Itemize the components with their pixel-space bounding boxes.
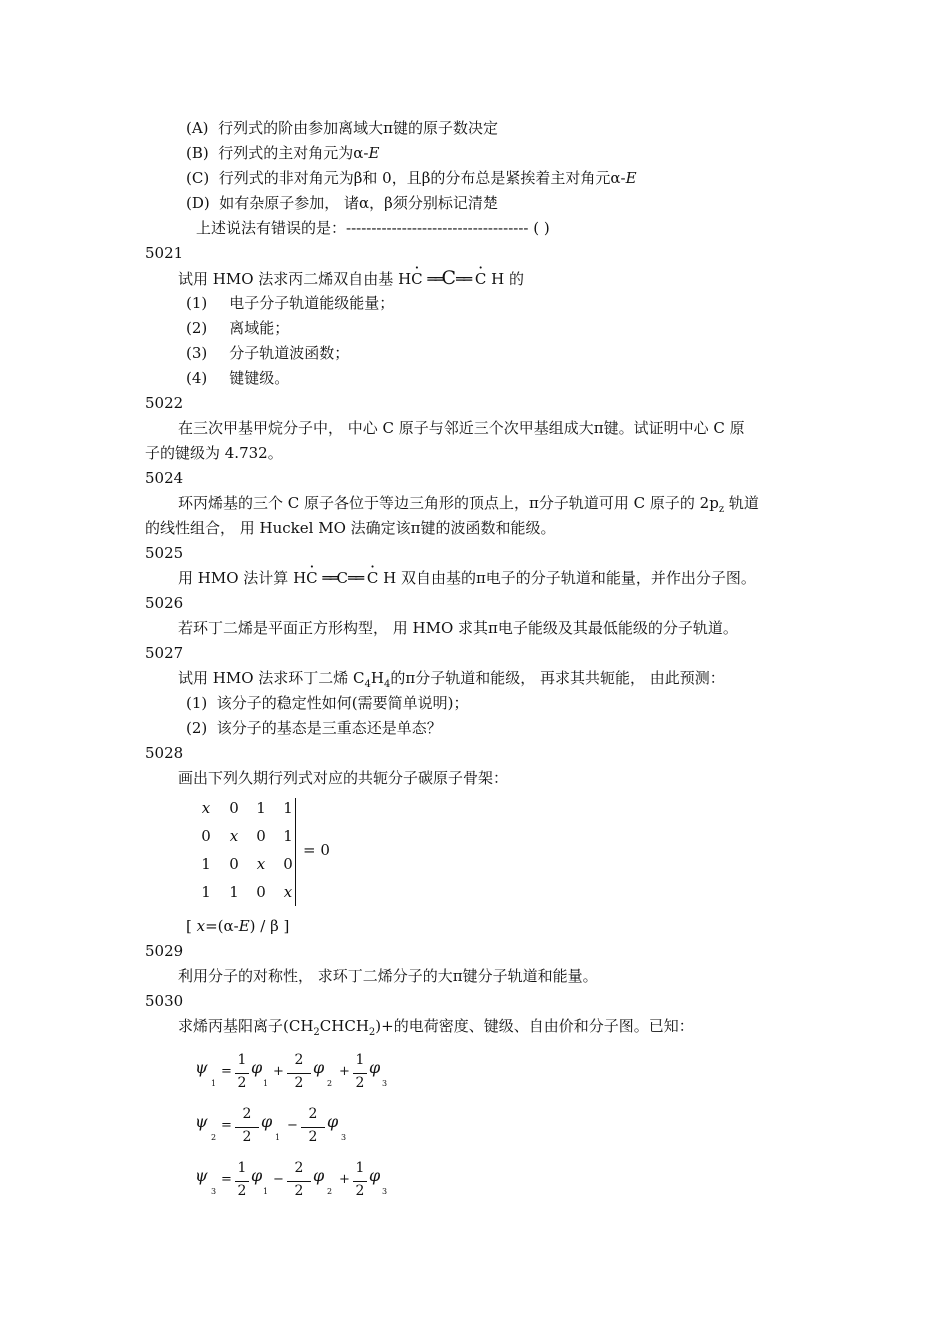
list-item [186,368,289,388]
problem-number-5022: 5022 [145,394,184,412]
problem-5021-intro-text: 试用 HMO 法求丙二烯双自由基 [178,270,394,288]
phi-index: 1 [263,1187,269,1196]
matrix-cell: x [283,883,293,901]
phi-index: 2 [327,1079,333,1088]
equation-sign: = [221,1172,232,1187]
option-a-label: (A) [186,119,209,137]
determinant-bar [295,798,296,906]
radical-carbon: · C [306,568,317,588]
formula-subscript: 2 [313,1027,320,1038]
item-number: (1) [186,694,208,712]
item-text: 离域能； [229,319,290,337]
matrix-cell: 1 [201,855,211,873]
atom-h: H [383,569,397,587]
problem-5026-text: 若环丁二烯是平面正方形构型， 用 HMO 求其π电子能级及其最低能级的分子轨道。 [178,619,738,637]
atom-h: H [491,270,505,288]
list-item [186,318,289,338]
option-b-var: E [368,144,380,162]
matrix-cell: 0 [201,827,211,845]
problem-5029-text: 利用分子的对称性， 求环丁二烯分子的大π键分子轨道和能量。 [178,967,598,985]
double-bond: ══ [322,569,337,587]
fraction-line [353,1073,367,1074]
problem-5022-line2: 子的键级为 4.732。 [145,444,283,462]
radical-carbon: · C [367,568,378,588]
phi-index: 2 [327,1187,333,1196]
list-item [186,718,442,738]
fraction-line [301,1127,325,1128]
matrix-cell: 0 [256,883,266,901]
radical-carbon: · C [411,269,422,289]
equation-sign: − [287,1118,298,1133]
option-a-text: 行列式的阶由参加离域大π键的原子数决定 [218,119,498,137]
option-c-var: E [625,169,637,187]
fraction-line [287,1073,311,1074]
problem-5021-intro-end: 的 [509,270,525,288]
option-c-text: 行列式的非对角元为β和 0，且β的分布总是紧挨着主对角元α- [218,169,626,187]
problem-5030-text-end: )+的电荷密度、键级、自由价和分子图。已知： [375,1017,694,1035]
fraction-denominator: 2 [308,1129,318,1145]
matrix-cell: 0 [229,855,239,873]
problem-5027-text-start: 试用 HMO 法求环丁二烯 C [178,669,365,687]
fraction-numerator: 2 [294,1052,304,1068]
matrix-cell: 0 [283,855,293,873]
phi-index: 1 [263,1079,269,1088]
problem-number-5027: 5027 [145,644,184,662]
option-b-text: 行列式的主对角元为α- [218,144,369,162]
secular-determinant [195,798,335,908]
allene-diradical-formula [398,268,504,289]
equation-sign: − [273,1172,284,1187]
problem-number-5021: 5021 [145,244,184,262]
problem-5025-text-start: 用 HMO 法计算 [178,569,289,587]
fraction-denominator: 2 [237,1183,247,1199]
psi-index: 2 [211,1133,217,1142]
option-a [186,118,498,138]
psi-symbol: ψ [195,1166,208,1185]
question-prompt: 上述说法有错误的是：------------------------------------ ( ) [196,219,550,237]
equation-sign: = [221,1118,232,1133]
problem-5030-text-start: 求烯丙基阳离子(CH [178,1017,314,1035]
formula-subscript: 4 [364,679,371,690]
problem-number-5026: 5026 [145,594,184,612]
phi-index: 3 [382,1079,388,1088]
phi-index: 1 [275,1133,281,1142]
problem-number-5028: 5028 [145,744,184,762]
phi-index: 3 [341,1133,347,1142]
phi-symbol: φ [261,1112,273,1131]
item-number: (2) [186,319,208,337]
phi-symbol: φ [369,1166,381,1185]
double-bond: ══ [347,569,363,587]
phi-symbol: φ [327,1112,339,1131]
formula-subscript: 2 [368,1027,376,1038]
item-text: 电子分子轨道能级能量； [229,294,395,312]
psi-symbol: ψ [195,1058,208,1077]
fraction-numerator: 2 [242,1106,252,1122]
item-text: 分子轨道波函数； [229,344,350,362]
central-carbon: C [441,267,457,289]
problem-5024-text: 环丙烯基的三个 C 原子各位于等边三角形的顶点上，π分子轨道可用 C 原子的 2p [178,494,719,512]
option-d-label: (D) [186,194,210,212]
matrix-cell: 1 [256,799,266,817]
matrix-cell: 1 [283,827,293,845]
matrix-cell: x [229,827,239,845]
atom-h: H [293,569,307,587]
item-text: 键键级。 [229,369,290,387]
list-item [186,293,394,313]
matrix-cell: 1 [201,883,211,901]
item-number: (3) [186,344,208,362]
matrix-cell: x [201,799,211,817]
option-d-text: 如有杂原子参加， 诸α，β须分别标记清楚 [219,194,498,212]
psi-index: 1 [211,1079,217,1088]
problem-5025-text [178,568,756,588]
option-c-label: (C) [186,169,210,187]
formula-middle: CHCH [319,1017,369,1035]
equation-sign: + [273,1064,284,1079]
problem-number-5030: 5030 [145,992,184,1010]
item-number: (2) [186,719,208,737]
fraction-denominator: 2 [242,1129,252,1145]
fraction-numerator: 1 [237,1160,247,1176]
problem-number-5029: 5029 [145,942,184,960]
radical-carbon: · C [475,269,486,289]
variable-definition: [ x=(α-E) / β ] [186,917,290,935]
phi-symbol: φ [251,1058,263,1077]
wavefunction-psi2 [195,1106,415,1150]
fraction-numerator: 2 [308,1106,318,1122]
problem-5030-text [178,1016,694,1036]
fraction-numerator: 1 [237,1052,247,1068]
problem-5022-line1: 在三次甲基甲烷分子中， 中心 C 原子与邻近三个次甲基组成大π键。试证明中心 C 原 [178,419,745,437]
equation-sign: + [339,1064,350,1079]
item-text: 该分子的稳定性如何(需要简单说明)； [216,694,469,712]
equation-sign: = [221,1064,232,1079]
wavefunction-psi1 [195,1052,415,1096]
formula-h: H [370,669,384,687]
equation-sign: + [339,1172,350,1187]
list-item [186,693,469,713]
phi-symbol: φ [313,1058,325,1077]
matrix-cell: 0 [229,799,239,817]
matrix-cell: x [256,855,266,873]
matrix-cell: 0 [256,827,266,845]
problem-5024-text-end: 轨道 [724,494,759,512]
fraction-numerator: 1 [355,1052,365,1068]
phi-index: 3 [382,1187,388,1196]
problem-5027-text [178,668,725,688]
option-b-label: (B) [186,144,209,162]
atom-h: H [398,270,412,288]
matrix-cell: 1 [283,799,293,817]
item-text: 该分子的基态是三重态还是单态？ [216,719,442,737]
item-number: (1) [186,294,208,312]
problem-5028-text: 画出下列久期行列式对应的共轭分子碳原子骨架： [178,769,509,787]
fraction-denominator: 2 [355,1183,365,1199]
psi-index: 3 [211,1187,217,1196]
double-bond: ══ [456,270,471,288]
determinant-equals: = 0 [303,841,330,859]
fraction-numerator: 1 [355,1160,365,1176]
phi-symbol: φ [251,1166,263,1185]
fraction-denominator: 2 [294,1075,304,1091]
central-carbon: C [336,569,348,587]
problem-number-5025: 5025 [145,544,184,562]
wavefunction-psi3 [195,1160,415,1204]
list-item [186,343,349,363]
fraction-denominator: 2 [294,1183,304,1199]
matrix-cell: 1 [229,883,239,901]
formula-subscript: 4 [384,679,391,690]
option-d [186,193,498,213]
phi-symbol: φ [369,1058,381,1077]
problem-5027-text-end: 的π分子轨道和能级， 再求其共轭能， 由此预测： [390,669,725,687]
fraction-line [235,1073,249,1074]
double-bond: ══ [427,270,442,288]
problem-number-5024: 5024 [145,469,184,487]
fraction-numerator: 2 [294,1160,304,1176]
option-b [186,143,379,163]
fraction-line [353,1181,367,1182]
fraction-line [287,1181,311,1182]
problem-5025-text-end: 双自由基的π电子的分子轨道和能量，并作出分子图。 [400,569,756,587]
option-c [186,168,637,188]
fraction-line [235,1127,259,1128]
fraction-denominator: 2 [355,1075,365,1091]
allene-diradical-formula [293,568,396,588]
psi-symbol: ψ [195,1112,208,1131]
problem-5024-line1 [178,493,759,513]
fraction-line [235,1181,249,1182]
item-number: (4) [186,369,208,387]
phi-symbol: φ [313,1166,325,1185]
orbital-subscript: z [718,504,725,515]
problem-5024-line2: 的线性组合， 用 Huckel MO 法确定该π键的波函数和能级。 [145,519,556,537]
fraction-denominator: 2 [237,1075,247,1091]
problem-5021-intro [178,268,524,289]
